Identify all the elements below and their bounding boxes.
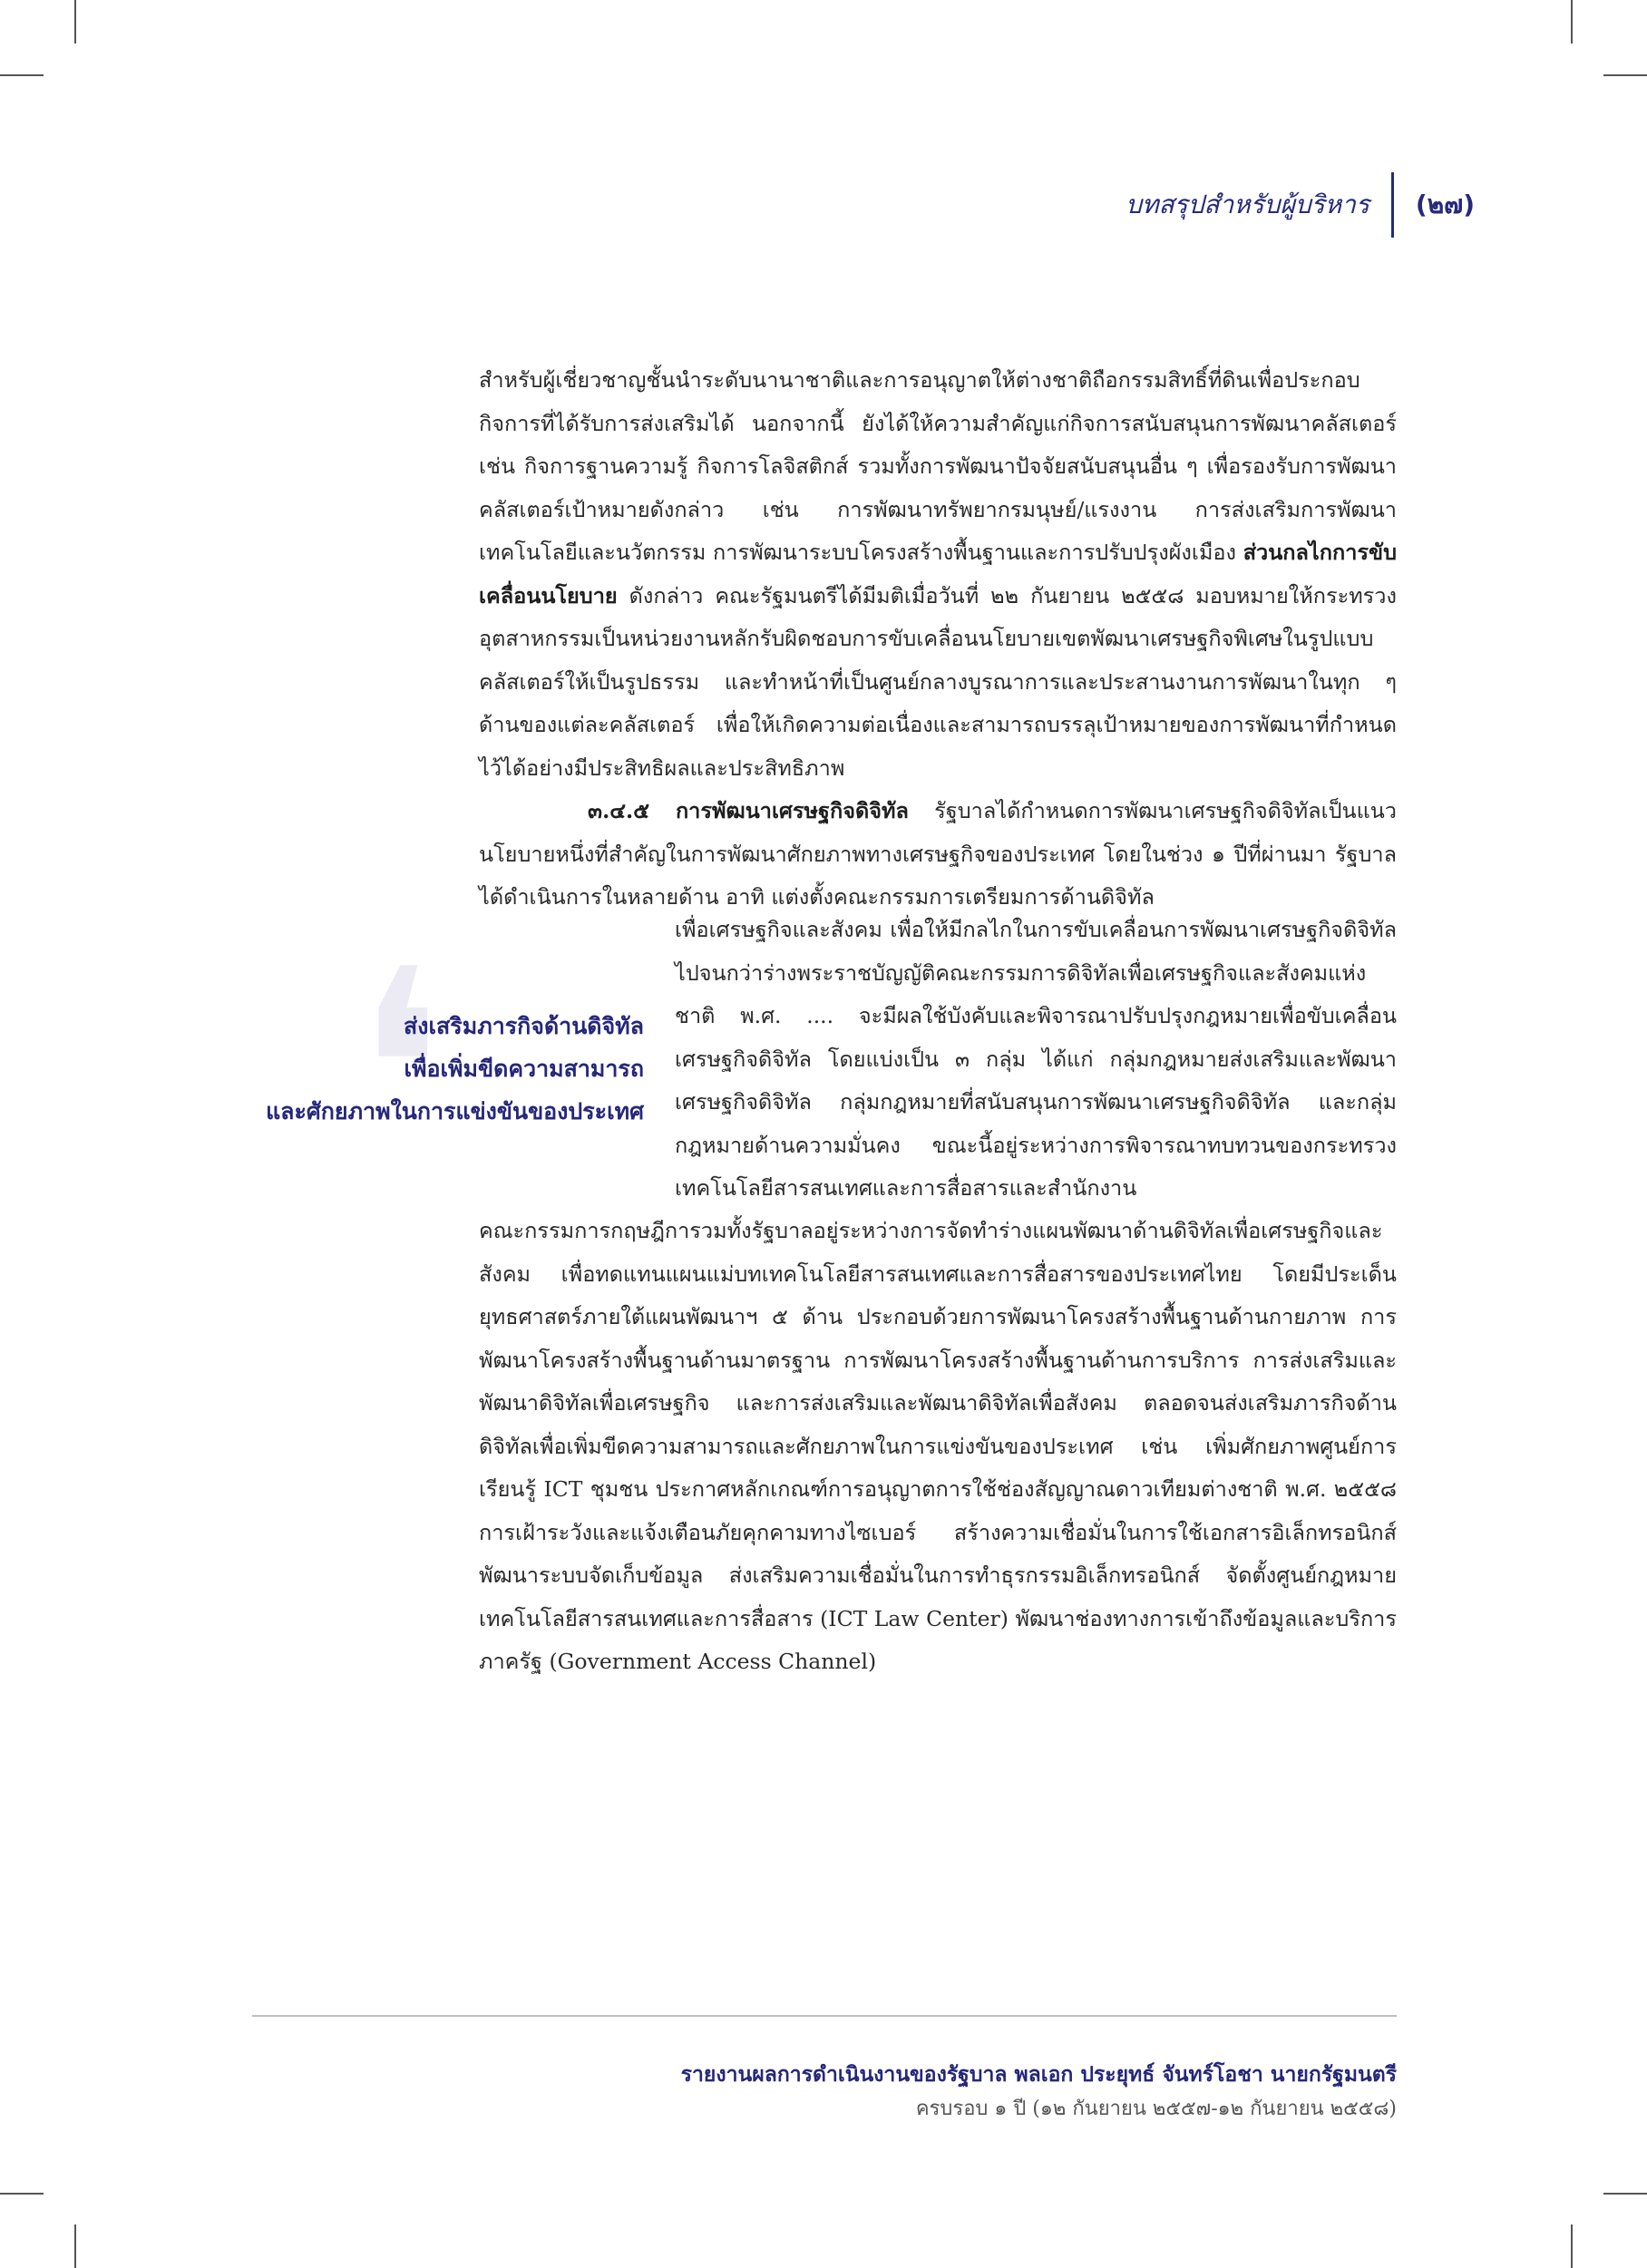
pull-quote-line-2: เพื่อเพิ่มขีดความสามารถ — [404, 1056, 644, 1082]
footer-rule — [252, 2015, 1397, 2017]
paragraph-1-text: สำหรับผู้เชี่ยวชาญชั้นนำระดับนานาชาติและการอนุญาตให้ต่างชาติถือกรรมสิทธิ์ที่ดินเพื่อประกอบกิจการที่ได้รับการส่งเสริมได้ นอกจากนี้ ยังได้ให้ความสำคัญแก่กิจการสนับสนุนการพัฒนาคลัสเตอร์ เช่น กิจการฐานความรู้ กิจการโลจิสติกส์ รวมทั้งการพัฒนาปัจจัยสนับสนุนอื่น ๆ เพื่อรองรับการพัฒนาคลัสเตอร์เป้าหมายดังกล่าว เช่น การพัฒนาทรัพยากรมนุษย์/แรงงาน การส่งเสริมการพัฒนาเทคโนโลยีและนวัตกรรม การพัฒนาระบบโครงสร้างพื้นฐานและการปรับปรุงผังเมือง — [479, 367, 1397, 565]
pull-quote-line-3: และศักยภาพในการแข่งขันของประเทศ — [266, 1098, 644, 1124]
paragraph-1 — [479, 359, 1397, 790]
footer-period: ครบรอบ ๑ ปี (๑๒ กันยายน ๒๕๕๗-๑๒ กันยายน ๒๕๕๘) — [915, 2098, 1397, 2120]
paragraph-1-bold: ส่วนกลไกการขับเคลื่อนนโยบาย — [479, 540, 1397, 608]
quote-mark-icon: ❛ — [356, 911, 443, 1228]
pull-quote-line-1: ส่งเสริมภารกิจด้านดิจิทัล — [404, 1013, 644, 1039]
running-header — [1126, 172, 1475, 238]
crop-mark-top-right — [1571, 0, 1573, 44]
section-paragraph — [479, 790, 1397, 920]
closing-paragraph: คณะกรรมการกฤษฎีการวมทั้งรัฐบาลอยู่ระหว่างการจัดทำร่างแผนพัฒนาด้านดิจิทัลเพื่อเศรษฐกิจและสังคม เพื่อทดแทนแผนแม่บทเทคโนโลยีสารสนเทศและการสื่อสารของประเทศไทย โดยมีประเด็นยุทธศาสตร์ภายใต้แผนพัฒนาฯ ๕ ด้าน ประกอบด้วยการพัฒนาโครงสร้างพื้นฐานด้านกายภาพ การพัฒนาโครงสร้างพื้นฐานด้านมาตรฐาน การพัฒนาโครงสร้างพื้นฐานด้านการบริการ การส่งเสริมและพัฒนาดิจิทัลเพื่อเศรษฐกิจ และการส่งเสริมและพัฒนาดิจิทัลเพื่อสังคม ตลอดจนส่งเสริมภารกิจด้านดิจิทัลเพื่อเพิ่มขีดความสามารถและศักยภาพในการแข่งขันของประเทศ เช่น เพิ่มศักยภาพศูนย์การเรียนรู้ ICT ชุมชน ประกาศหลักเกณฑ์การอนุญาตการใช้ช่องสัญญาณดาวเทียมต่างชาติ พ.ศ. ๒๕๕๘ การเฝ้าระวังและแจ้งเตือนภัยคุกคามทางไซเบอร์ สร้างความเชื่อมั่นในการใช้เอกสารอิเล็กทรอนิกส์ พัฒนาระบบจัดเก็บข้อมูล ส่งเสริมความเชื่อมั่นในการทำธุรกรรมอิเล็กทรอนิกส์ จัดตั้งศูนย์กฎหมายเทคโนโลยีสารสนเทศและการสื่อสาร (ICT Law Center) พัฒนาช่องทางการเข้าถึงข้อมูลและบริการภาครัฐ (Government Access Channel) — [479, 1218, 1397, 1674]
page-footer — [681, 2059, 1397, 2127]
crop-mark-top-right-h — [1603, 74, 1647, 76]
section-heading: ๓.๔.๕ การพัฒนาเศรษฐกิจดิจิทัล — [588, 798, 909, 823]
footer-report-title: รายงานผลการดำเนินงานของรัฐบาล พลเอก ประยุทธ์ จันทร์โอชา นายกรัฐมนตรี — [680, 2062, 1397, 2087]
section-title: บทสรุปสำหรับผู้บริหาร — [1126, 190, 1369, 219]
crop-mark-top-left — [74, 0, 76, 44]
paragraph-1-cont: ดังกล่าว คณะรัฐมนตรีได้มีมติเมื่อวันที่ ๒๒ กันยายน ๒๕๕๘ มอบหมายให้กระทรวงอุตสาหกรรมเป็นหน่วยงานหลักรับผิดชอบการขับเคลื่อนนโยบายเขตพัฒนาเศรษฐกิจพิเศษในรูปแบบคลัสเตอร์ให้เป็นรูปธรรม และทำหน้าที่เป็นศูนย์กลางบูรณาการและประสานงานการพัฒนาในทุก ๆ ด้านของแต่ละคลัสเตอร์ เพื่อให้เกิดความต่อเนื่องและสามารถบรรลุเป้าหมายของการพัฒนาที่กำหนดไว้ได้อย่างมีประสิทธิผลและประสิทธิภาพ — [479, 582, 1397, 781]
page-number: (๒๗) — [1415, 190, 1475, 219]
pull-quote — [245, 1005, 644, 1133]
crop-mark-bottom-right-h — [1603, 2193, 1647, 2195]
body-text-top — [479, 359, 1397, 920]
wrapped-paragraph: เพื่อเศรษฐกิจและสังคม เพื่อให้มีกลไกในการขับเคลื่อนการพัฒนาเศรษฐกิจดิจิทัลไปจนกว่าร่างพระราชบัญญัติคณะกรรมการดิจิทัลเพื่อเศรษฐกิจและสังคมแห่งชาติ พ.ศ. .... จะมีผลใช้บังคับและพิจารณาปรับปรุงกฎหมายเพื่อขับเคลื่อนเศรษฐกิจดิจิทัล โดยแบ่งเป็น ๓ กลุ่ม ได้แก่ กลุ่มกฎหมายส่งเสริมและพัฒนาเศรษฐกิจดิจิทัล กลุ่มกฎหมายที่สนับสนุนการพัฒนาเศรษฐกิจดิจิทัล และกลุ่มกฎหมายด้านความมั่นคง ขณะนี้อยู่ระหว่างการพิจารณาทบทวนของกระทรวงเทคโนโลยีสารสนเทศและการสื่อสารและสำนักงาน — [675, 917, 1397, 1201]
crop-mark-bottom-right — [1571, 2224, 1573, 2268]
body-text-bottom — [479, 1210, 1397, 1684]
body-text-wrapped — [675, 909, 1397, 1211]
crop-mark-bottom-left-h — [0, 2193, 44, 2195]
section-intro: รัฐบาลได้กำหนดการพัฒนาเศรษฐกิจดิจิทัลเป็นแนวนโยบายหนึ่งที่สำคัญในการพัฒนาศักยภาพทางเศรษฐกิจของประเทศ โดยในช่วง ๑ ปีที่ผ่านมา รัฐบาลได้ดำเนินการในหลายด้าน อาทิ แต่งตั้งคณะกรรมการเตรียมการด้านดิจิทัล — [479, 798, 1397, 910]
crop-mark-top-left-h — [0, 74, 44, 76]
crop-mark-bottom-left — [74, 2224, 76, 2268]
